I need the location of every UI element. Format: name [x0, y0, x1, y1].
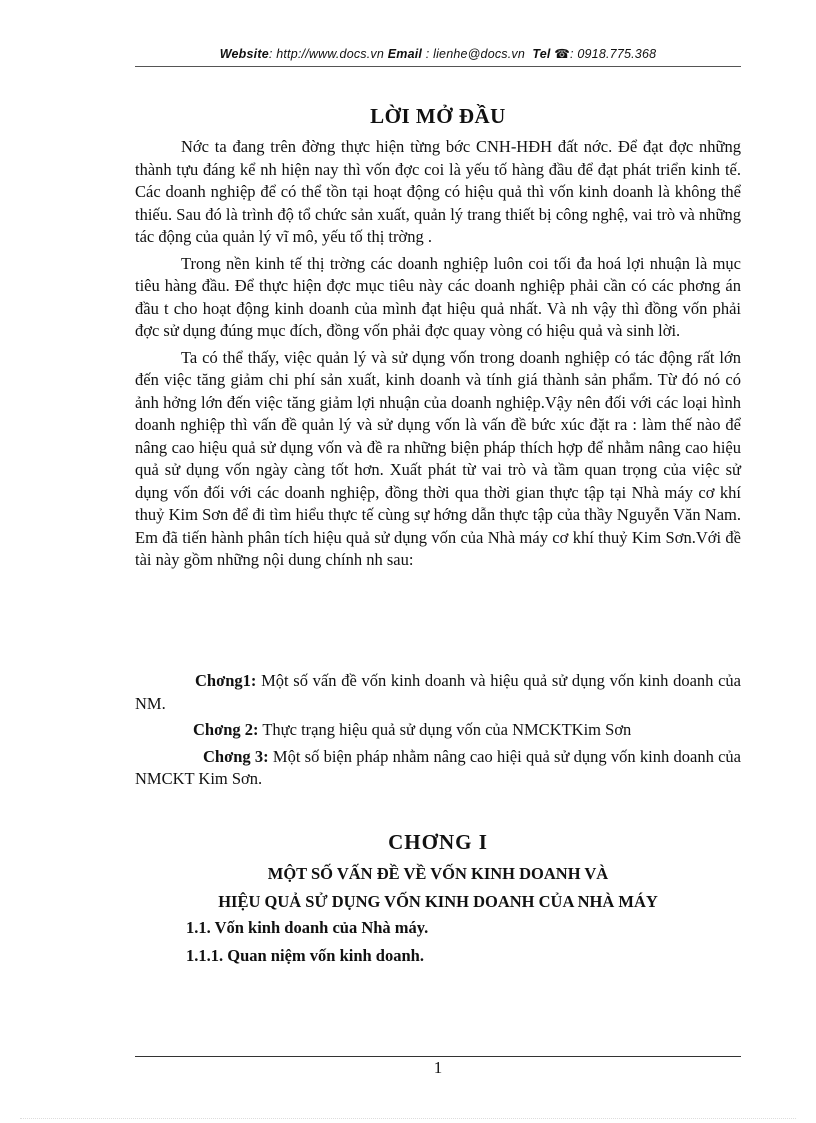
- chapter-text: Thực trạng hiệu quả sử dụng vốn của NMCKTKim Sơn: [258, 720, 632, 739]
- website-value: : http://www.docs.vn: [268, 47, 385, 61]
- chapter-label: Chơng 2:: [193, 720, 259, 739]
- chapter-item: [135, 670, 741, 715]
- chapter-heading: CHƠNG I: [388, 830, 488, 854]
- email-label: Email: [387, 47, 423, 61]
- page-header: [135, 46, 741, 61]
- page-title: LỜI MỞ ĐẦU: [370, 104, 506, 128]
- subsection-heading: 1.1.1. Quan niệm vốn kinh doanh.: [186, 946, 424, 965]
- chapter-subtitle: HIỆU QUẢ SỬ DỤNG VỐN KINH DOANH CỦA NHÀ MÁY: [218, 892, 658, 911]
- chapter-label: Chơng 3:: [203, 746, 269, 766]
- intro-body: [135, 136, 741, 576]
- website-label: Website: [219, 47, 269, 61]
- paragraph: Ta có thể thấy, việc quản lý và sử dụng vốn trong doanh nghiệp có tác động rất lớn đến việc tăng giảm chi phí sản xuất, kinh doanh và tính giá thành sản phẩm. Từ đó nó có ảnh hởng lớn đến việc tăng giảm lợi nhuận của doanh nghiệp.Vậy nên đối với các loại hình doanh nghiệp thì vấn đề quản lý và sử dụng vốn là vấn đề bức xúc đặt ra : làm thế nào để nâng cao hiệu quả sử dụng vốn và đề ra những biện pháp thích hợp để nhằm nâng cao hiệu quả sử dụng vốn ngày càng tốt hơn. Xuất phát từ vai trò và tầm quan trọng của việc sử dụng vốn đối với các doanh nghiệp, đồng thời qua thời gian thực tập tại Nhà máy cơ khí thuỷ Kim Sơn để đi tìm hiểu thực tế cùng sự hớng dẫn thực tập của thầy Nguyễn Văn Nam. Em đã tiến hành phân tích hiệu quả sử dụng vốn của Nhà máy cơ khí thuỷ Kim Sơn.Với đề tài này gồm những nội dung chính nh sau:: [135, 347, 741, 569]
- email-value: : lienhe@docs.vn: [422, 47, 526, 61]
- tel-label: Tel: [532, 47, 551, 61]
- tel-value: ☎: 0918.775.368: [550, 47, 657, 61]
- paragraph: Trong nền kinh tế thị trờng các doanh nghiệp luôn coi tối đa hoá lợi nhuận là mục tiêu hàng đầu. Để thực hiện đợc mục tiêu này các doanh nghiệp phải cần có các phơng án đầu t cho hoạt động kinh doanh của mình đạt hiệu quả nhất. Và nh vậy thì đồng vốn phải đợc sử dụng đúng mục đích, đồng vốn phải đợc quay vòng có hiệu quả và sinh lời.: [135, 253, 741, 340]
- chapter-item: [135, 719, 741, 742]
- paragraph: Nớc ta đang trên đờng thực hiện từng bớc CNH-HĐH đất nớc. Để đạt đợc những thành tựu đáng kể nh hiện nay thì vốn đợc coi là yếu tố hàng đầu để đạt phát triển kinh tế. Các doanh nghiệp để có thể tồn tại hoạt động có hiệu quả thì vốn kinh doanh là không thể thiếu. Sau đó là trình độ tổ chức sản xuất, quản lý trang thiết bị công nghệ, vai trò và những tác động của quản lý vĩ mô, yếu tố thị trờng .: [135, 137, 741, 246]
- page-bottom-border: [20, 1118, 796, 1119]
- chapter-label: Chơng1:: [195, 671, 257, 690]
- chapter-list: [135, 670, 741, 795]
- header-divider: [135, 66, 741, 67]
- section-heading: 1.1. Vốn kinh doanh của Nhà máy.: [186, 918, 429, 937]
- chapter-text: Một số vấn đề vốn kinh doanh và hiệu quả sử dụng vốn kinh doanh của NM.: [135, 671, 741, 713]
- chapter-text: Một số biện pháp nhằm nâng cao hiệi quả sử dụng vốn kinh doanh của NMCKT Kim Sơn.: [135, 746, 741, 788]
- footer-divider: [135, 1056, 741, 1057]
- chapter-item: [135, 746, 741, 791]
- chapter-subtitle: MỘT SỐ VẤN ĐỀ VỀ VỐN KINH DOANH VÀ: [267, 864, 609, 883]
- page-number: 1: [433, 1058, 443, 1077]
